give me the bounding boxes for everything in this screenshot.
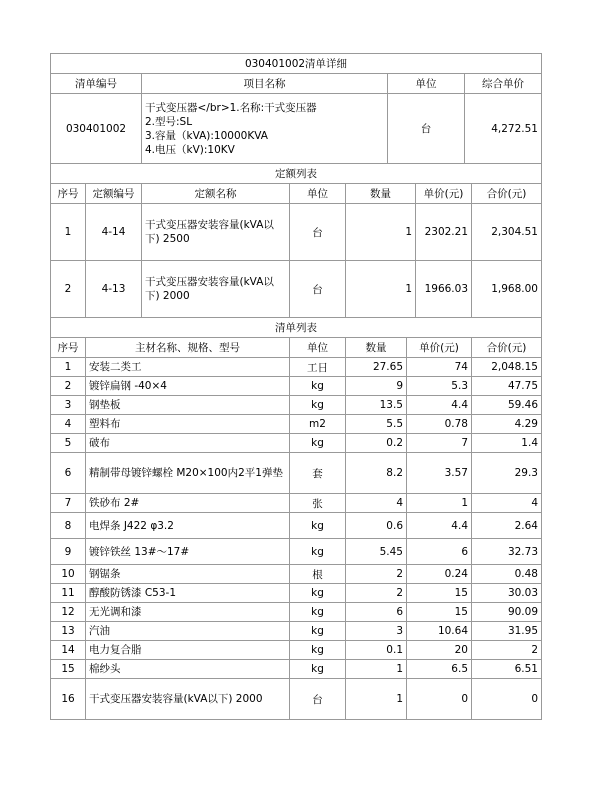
quota-name: 干式变压器安装容量(kVA以下) 2500 (142, 204, 290, 261)
material-unit: kg (290, 622, 346, 641)
item-name-line: 2.型号:SL (145, 115, 193, 128)
material-total: 4.29 (472, 415, 542, 434)
table-row (51, 415, 542, 434)
header-name: 项目名称 (142, 74, 388, 94)
quota-qty: 1 (346, 204, 416, 261)
table-row (51, 453, 542, 494)
material-no: 11 (51, 584, 86, 603)
material-price: 10.64 (407, 622, 472, 641)
material-price: 74 (407, 358, 472, 377)
material-qty: 0.1 (346, 641, 407, 660)
item-unit: 台 (388, 94, 465, 164)
material-total: 0 (472, 679, 542, 720)
item-table (50, 53, 542, 184)
table-row (51, 641, 542, 660)
quota-price: 2302.21 (416, 204, 472, 261)
material-total: 59.46 (472, 396, 542, 415)
material-price: 0.24 (407, 565, 472, 584)
quota-name: 干式变压器安装容量(kVA以下) 2000 (142, 261, 290, 318)
material-unit: kg (290, 603, 346, 622)
material-no: 2 (51, 377, 86, 396)
material-name: 钢锯条 (86, 565, 290, 584)
material-price: 20 (407, 641, 472, 660)
quota-header: 合价(元) (472, 184, 542, 204)
material-unit: kg (290, 396, 346, 415)
material-name: 无光调和漆 (86, 603, 290, 622)
material-qty: 5.45 (346, 539, 407, 565)
material-total: 1.4 (472, 434, 542, 453)
material-qty: 2 (346, 584, 407, 603)
material-qty: 27.65 (346, 358, 407, 377)
material-total: 4 (472, 494, 542, 513)
material-no: 9 (51, 539, 86, 565)
material-name: 棉纱头 (86, 660, 290, 679)
table-row (51, 396, 542, 415)
material-unit: kg (290, 513, 346, 539)
material-unit: 根 (290, 565, 346, 584)
material-qty: 0.6 (346, 513, 407, 539)
materials-header: 合价(元) (472, 338, 542, 358)
material-total: 0.48 (472, 565, 542, 584)
material-name: 汽油 (86, 622, 290, 641)
table-row (51, 584, 542, 603)
material-total: 2 (472, 641, 542, 660)
table-row (51, 358, 542, 377)
item-name-line: 3.容量（kVA):10000KVA (145, 129, 268, 142)
material-total: 32.73 (472, 539, 542, 565)
material-qty: 5.5 (346, 415, 407, 434)
material-total: 90.09 (472, 603, 542, 622)
quota-header: 定额名称 (142, 184, 290, 204)
materials-header: 主材名称、规格、型号 (86, 338, 290, 358)
quota-total: 1,968.00 (472, 261, 542, 318)
material-name: 醇酸防锈漆 C53-1 (86, 584, 290, 603)
table-row (51, 603, 542, 622)
material-no: 13 (51, 622, 86, 641)
quota-code: 4-14 (86, 204, 142, 261)
material-no: 8 (51, 513, 86, 539)
quota-no: 2 (51, 261, 86, 318)
material-no: 3 (51, 396, 86, 415)
material-name: 铁砂布 2# (86, 494, 290, 513)
material-qty: 6 (346, 603, 407, 622)
material-name: 钢垫板 (86, 396, 290, 415)
quota-header: 定额编号 (86, 184, 142, 204)
material-no: 5 (51, 434, 86, 453)
quota-header: 序号 (51, 184, 86, 204)
table-row (51, 622, 542, 641)
material-total: 6.51 (472, 660, 542, 679)
header-price: 综合单价 (465, 74, 542, 94)
material-qty: 0.2 (346, 434, 407, 453)
material-no: 16 (51, 679, 86, 720)
material-name: 安装二类工 (86, 358, 290, 377)
table-row (51, 494, 542, 513)
material-total: 47.75 (472, 377, 542, 396)
material-qty: 4 (346, 494, 407, 513)
table-row (51, 660, 542, 679)
material-qty: 8.2 (346, 453, 407, 494)
material-name: 镀锌铁丝 13#～17# (86, 539, 290, 565)
material-price: 15 (407, 584, 472, 603)
materials-header: 序号 (51, 338, 86, 358)
table-row (51, 679, 542, 720)
material-price: 4.4 (407, 396, 472, 415)
material-price: 0 (407, 679, 472, 720)
quota-price: 1966.03 (416, 261, 472, 318)
material-no: 14 (51, 641, 86, 660)
header-code: 清单编号 (51, 74, 142, 94)
material-unit: kg (290, 660, 346, 679)
table-row (51, 513, 542, 539)
quota-table (50, 183, 542, 338)
quota-row (51, 204, 542, 261)
quota-unit: 台 (290, 204, 346, 261)
quota-header: 单位 (290, 184, 346, 204)
material-no: 4 (51, 415, 86, 434)
material-price: 6.5 (407, 660, 472, 679)
material-unit: 台 (290, 679, 346, 720)
material-price: 5.3 (407, 377, 472, 396)
material-unit: kg (290, 539, 346, 565)
header-unit: 单位 (388, 74, 465, 94)
material-price: 1 (407, 494, 472, 513)
material-name: 干式变压器安装容量(kVA以下) 2000 (86, 679, 290, 720)
quota-no: 1 (51, 204, 86, 261)
material-total: 30.03 (472, 584, 542, 603)
material-qty: 1 (346, 660, 407, 679)
quota-unit: 台 (290, 261, 346, 318)
material-price: 15 (407, 603, 472, 622)
item-price: 4,272.51 (465, 94, 542, 164)
material-unit: 套 (290, 453, 346, 494)
material-total: 31.95 (472, 622, 542, 641)
quota-code: 4-13 (86, 261, 142, 318)
material-qty: 2 (346, 565, 407, 584)
material-unit: kg (290, 377, 346, 396)
material-unit: kg (290, 434, 346, 453)
quota-total: 2,304.51 (472, 204, 542, 261)
quota-header: 数量 (346, 184, 416, 204)
material-unit: m2 (290, 415, 346, 434)
quota-section-title: 定额列表 (51, 164, 542, 184)
material-total: 29.3 (472, 453, 542, 494)
materials-header: 数量 (346, 338, 407, 358)
material-qty: 1 (346, 679, 407, 720)
material-no: 6 (51, 453, 86, 494)
bill-detail-sheet (50, 53, 541, 720)
item-name (142, 94, 388, 164)
material-unit: kg (290, 584, 346, 603)
material-total: 2.64 (472, 513, 542, 539)
item-name-line: 4.电压（kV):10KV (145, 143, 235, 156)
material-name: 电焊条 J422 φ3.2 (86, 513, 290, 539)
material-no: 7 (51, 494, 86, 513)
table-row (51, 377, 542, 396)
material-unit: kg (290, 641, 346, 660)
material-qty: 13.5 (346, 396, 407, 415)
material-price: 0.78 (407, 415, 472, 434)
materials-table (50, 337, 542, 720)
table-row (51, 434, 542, 453)
material-no: 10 (51, 565, 86, 584)
table-row (51, 565, 542, 584)
material-qty: 3 (346, 622, 407, 641)
page-title: 030401002清单详细 (51, 54, 542, 74)
material-name: 精制带母镀锌螺栓 M20×100内2平1弹垫 (86, 453, 290, 494)
materials-section-title: 清单列表 (51, 318, 542, 338)
material-no: 15 (51, 660, 86, 679)
material-price: 7 (407, 434, 472, 453)
material-total: 2,048.15 (472, 358, 542, 377)
materials-header: 单位 (290, 338, 346, 358)
material-name: 电力复合脂 (86, 641, 290, 660)
item-code: 030401002 (51, 94, 142, 164)
material-no: 1 (51, 358, 86, 377)
material-price: 3.57 (407, 453, 472, 494)
material-qty: 9 (346, 377, 407, 396)
material-name: 塑料布 (86, 415, 290, 434)
material-no: 12 (51, 603, 86, 622)
item-name-line: 干式变压器</br>1.名称:干式变压器 (145, 101, 317, 114)
material-price: 6 (407, 539, 472, 565)
material-unit: 工日 (290, 358, 346, 377)
material-price: 4.4 (407, 513, 472, 539)
material-name: 镀锌扁钢 -40×4 (86, 377, 290, 396)
table-row (51, 539, 542, 565)
quota-qty: 1 (346, 261, 416, 318)
material-unit: 张 (290, 494, 346, 513)
materials-header: 单价(元) (407, 338, 472, 358)
material-name: 破布 (86, 434, 290, 453)
quota-header: 单价(元) (416, 184, 472, 204)
quota-row (51, 261, 542, 318)
